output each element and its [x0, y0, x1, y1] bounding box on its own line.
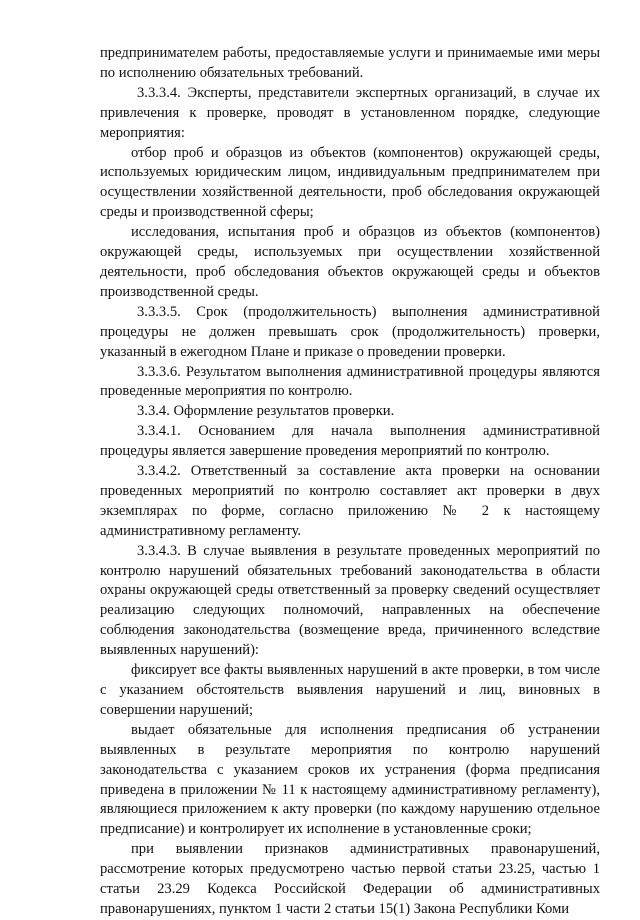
document-page — [100, 44, 600, 920]
paragraph-3-3-3-4: 3.3.3.4. Эксперты, представители экспертных организаций, в случае их привлечения к проверке, проводят в установленном порядке, следующие мероприятия: — [100, 84, 600, 141]
paragraph-sampling: отбор проб и образцов из объектов (компонентов) окружающей среды, используемых юридическим лицом, индивидуальным предпринимателем при осуществлении хозяйственной деятельности, проб обследования окружающей среды и производственной сферы; — [100, 144, 600, 221]
paragraph-issues-orders: выдает обязательные для исполнения предписания об устранении выявленных в результате мероприятия по контролю нарушений законодательства с указанием сроков их устранения (форма предписания приведена в приложении № 11 к настоящему административному регламенту), являющиеся приложением к акту проверки (по каждому нарушению отдельное предписание) и контролирует их исполнение в установленные сроки; — [100, 721, 600, 838]
paragraph-3-3-4-2: 3.3.4.2. Ответственный за составление акта проверки на основании проведенных мероприятий по контролю составляет акт проверки в двух экземплярах по форме, согласно приложению № 2 к настоящему административному регламенту. — [100, 463, 600, 539]
paragraph-research: исследования, испытания проб и образцов из объектов (компонентов) окружающей среды, используемых при осуществлении хозяйственной деятельности, проб обследования объектов окружающей среды и объектов производственной среды. — [100, 224, 600, 300]
paragraph-records-violations: фиксирует все факты выявленных нарушений в акте проверки, в том числе с указанием обстоятельств выявления нарушений и лиц, виновных в совершении нарушений; — [100, 662, 600, 718]
paragraph-administrative-offences: при выявлении признаков административных правонарушений, рассмотрение которых предусмотрено частью первой статьи 23.25, частью 1 статьи 23.29 Кодекса Российской Федерации об административных правонарушениях, пунктом 1 части 2 статьи 15(1) Закона Республики Коми — [100, 841, 600, 917]
paragraph-3-3-4-3: 3.3.4.3. В случае выявления в результате проведенных мероприятий по контролю нарушений обязательных требований законодательства в области охраны окружающей среды ответственный за проверку сведений осуществляет реализацию следующих полномочий, направленных на обеспечение соблюдения законодательства (возмещение вреда, причиненного вследствие выявленных нарушений): — [100, 542, 600, 659]
paragraph-continuation: предпринимателем работы, предоставляемые услуги и принимаемые ими меры по исполнению обязательных требований. — [100, 45, 600, 81]
paragraph-3-3-3-5: 3.3.3.5. Срок (продолжительность) выполнения административной процедуры не должен превышать срок (продолжительность) проверки, указанный в ежегодном Плане и приказе о проведении проверки. — [100, 303, 600, 360]
paragraph-3-3-4-1: 3.3.4.1. Основанием для начала выполнения административной процедуры является завершение проведения мероприятий по контролю. — [100, 423, 600, 460]
paragraph-3-3-4: 3.3.4. Оформление результатов проверки. — [137, 403, 395, 420]
paragraph-3-3-3-6: 3.3.3.6. Результатом выполнения административной процедуры являются проведенные мероприятия по контролю. — [100, 363, 600, 400]
